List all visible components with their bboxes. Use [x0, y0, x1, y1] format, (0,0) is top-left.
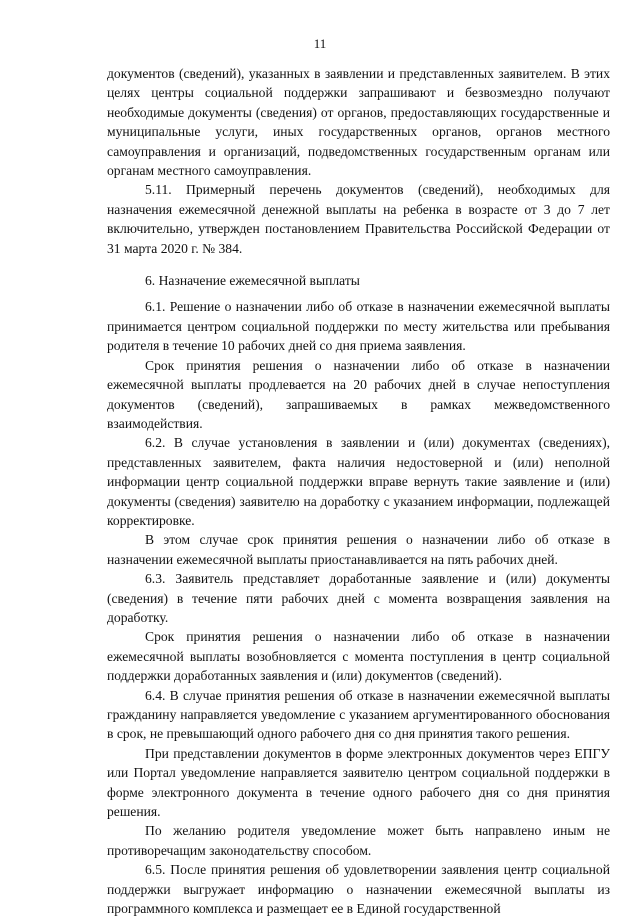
- paragraph-6-3-resumption: Срок принятия решения о назначении либо об отказе в назначении ежемесячной выплаты возобновляется с момента поступления в центр социальной поддержки доработанных заявления и (или) документов (сведений).: [107, 629, 610, 684]
- paragraph-6-4-electronic: При представлении документов в форме электронных документов через ЕПГУ или Портал уведомление направляется заявителю центром социальной поддержки в форме электронного документа в течение одного рабочего дня со дня принятия решения.: [107, 745, 610, 820]
- document-body: [107, 64, 610, 918]
- paragraph-6-2: 6.2. В случае установления в заявлении и (или) документах (сведениях), представленных заявителем, факта наличия недостоверной и (или) неполной информации центр социальной поддержки вправе вернуть такие заявление и (или) документы (сведения) заявителю на доработку с указанием информации, подлежащей корректировке.: [107, 435, 610, 528]
- paragraph-6-4-other-method: По желанию родителя уведомление может быть направлено иным не противоречащим законодательству способом.: [107, 823, 610, 858]
- paragraph-6-1: 6.1. Решение о назначении либо об отказе в назначении ежемесячной выплаты принимается центром социальной поддержки по месту жительства или пребывания родителя в течение 10 рабочих дней со дня приема заявления.: [107, 299, 610, 354]
- paragraph-6-2-suspension: В этом случае срок принятия решения о назначении либо об отказе в назначении ежемесячной выплаты приостанавливается на пять рабочих дней.: [107, 532, 610, 567]
- paragraph-6-3: 6.3. Заявитель представляет доработанные заявление и (или) документы (сведения) в течение пяти рабочих дней с момента возвращения заявления на доработку.: [107, 571, 610, 625]
- paragraph-6-4: 6.4. В случае принятия решения об отказе в назначении ежемесячной выплаты гражданину направляется уведомление с указанием аргументированного обоснования в срок, не превышающий одного рабочего дня со дня принятия такого решения.: [107, 687, 610, 742]
- paragraph-6-5: 6.5. После принятия решения об удовлетворении заявления центр социальной поддержки выгружает информацию о назначении ежемесячной выплаты из программного комплекса и размещает ее в Единой государственной: [107, 862, 610, 917]
- section-heading-6: 6. Назначение ежемесячной выплаты: [145, 273, 360, 289]
- paragraph-5-11: 5.11. Примерный перечень документов (сведений), необходимых для назначения ежемесячной денежной выплаты на ребенка в возрасте от 3 до 7 лет включительно, утвержден постановлением Правительства Российской Федерации от 31 марта 2020 г. № 384.: [107, 182, 610, 256]
- paragraph-continuation: документов (сведений), указанных в заявлении и представленных заявителем. В этих целях центры социальной поддержки запрашивают и безвозмездно получают необходимые документы (сведения) от органов, предоставляющих государственные и муниципальные услуги, иных государственных органов, органов местного самоуправления и организаций, подведомственных государственным органам или органам местного самоуправления.: [107, 66, 610, 179]
- paragraph-6-1-extension: Срок принятия решения о назначении либо об отказе в назначении ежемесячной выплаты продлевается на 20 рабочих дней в случае непоступления документов (сведений), запрашиваемых в рамках межведомственного взаимодействия.: [107, 357, 610, 431]
- page-number: 11: [313, 36, 327, 51]
